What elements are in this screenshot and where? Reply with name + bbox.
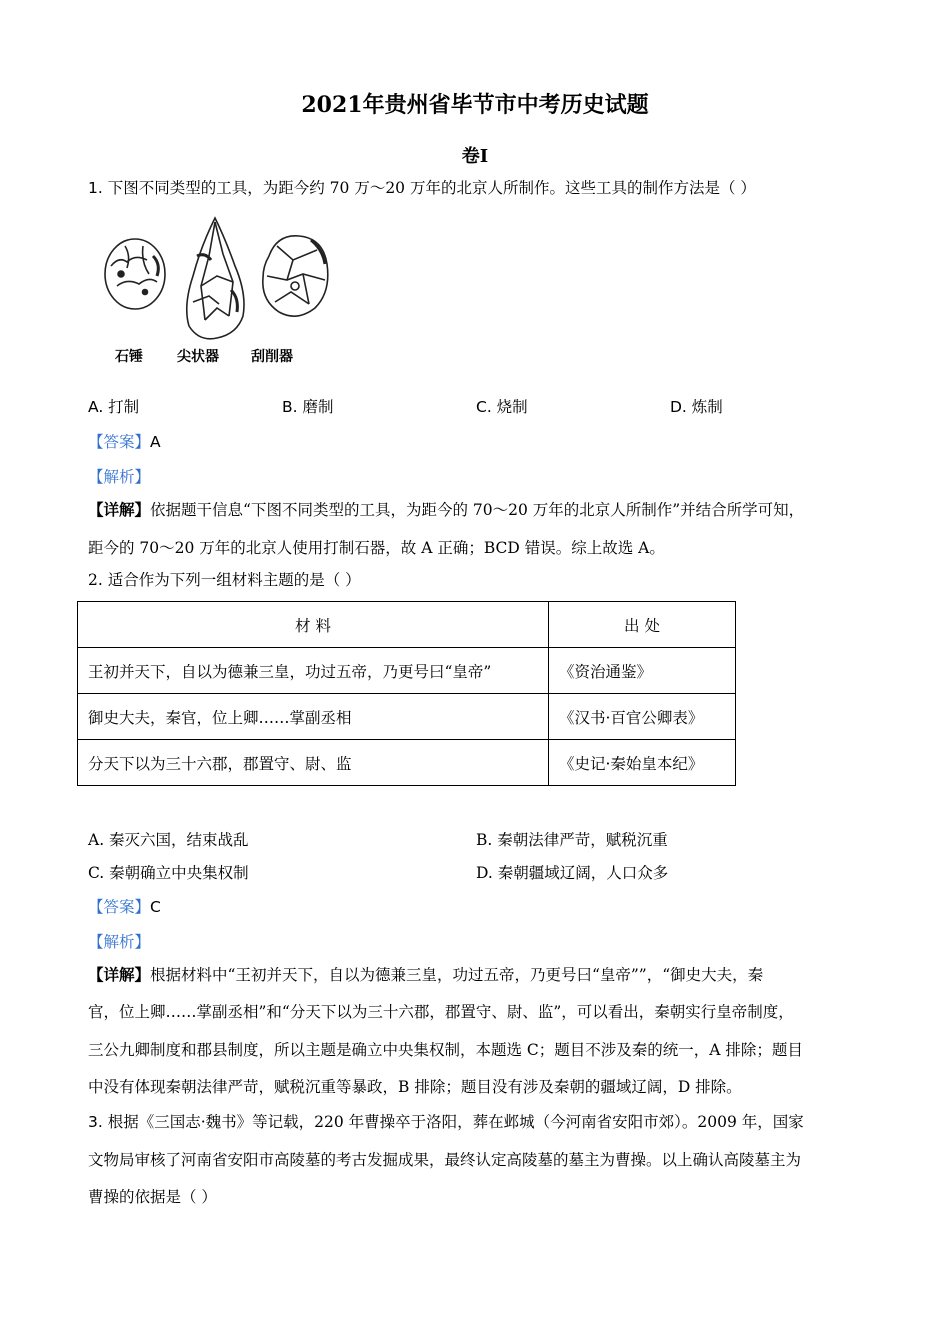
table-cell-material: 分天下以为三十六郡，郡置守、尉、监	[78, 740, 549, 786]
table-cell-source: 《汉书·百官公卿表》	[549, 694, 736, 740]
table-cell-material: 御史大夫，秦官，位上卿……掌副丞相	[78, 694, 549, 740]
answer-tag: 【答案】	[88, 898, 151, 916]
question-2-text: 适合作为下列一组材料主题的是（ ）	[107, 571, 361, 589]
question-2-option-a[interactable]: A. 秦灭六国，结束战乱	[88, 831, 249, 849]
question-1-stem	[88, 178, 756, 198]
question-3-line-3: 曹操的依据是（ ）	[88, 1188, 217, 1206]
question-2-detail-line-2: 官，位上卿……掌副丞相”和“分天下以为三十六郡，郡置守、尉、监”，可以看出，秦朝实行皇帝制度，	[88, 1003, 794, 1021]
question-1-detail-line-2: 距今的 70～20 万年的北京人使用打制石器，故 A 正确；BCD 错误。综上故选 A。	[88, 539, 665, 557]
question-2-detail-line-1	[88, 965, 763, 985]
table-row	[78, 694, 736, 740]
question-1-option-b[interactable]: B. 磨制	[282, 398, 334, 416]
question-1-option-a[interactable]: A. 打制	[88, 398, 140, 416]
source-material-table	[77, 601, 736, 786]
scraper-drawing	[263, 236, 328, 316]
question-2-option-d[interactable]: D. 秦朝疆域辽阔，人口众多	[476, 864, 669, 882]
table-row	[78, 740, 736, 786]
table-cell-source: 《史记·秦始皇本纪》	[549, 740, 736, 786]
detail-text: 依据题干信息“下图不同类型的工具，为距今的 70～20 万年的北京人所制作”并结合所学可知，	[150, 501, 805, 519]
table-cell-material: 王初并天下，自以为德兼三皇，功过五帝，乃更号曰“皇帝”	[78, 648, 549, 694]
question-2-stem	[88, 570, 361, 590]
answer-tag: 【答案】	[88, 433, 151, 451]
question-1-option-d[interactable]: D. 炼制	[670, 398, 723, 416]
section-title: 卷Ⅰ	[461, 146, 489, 167]
table-row	[78, 648, 736, 694]
question-3-text: 根据《三国志·魏书》等记载，220 年曹操卒于洛阳，葬在邺城（今河南省安阳市郊）。2009 年，国家	[107, 1113, 804, 1131]
question-2-number: 2.	[88, 571, 103, 589]
question-2-detail-line-4: 中没有体现秦朝法律严苛，赋税沉重等暴政，B 排除；题目没有涉及秦朝的疆域辽阔，D 排除。	[88, 1078, 742, 1096]
pointed-tool-label: 尖状器	[177, 349, 219, 365]
question-2-answer	[88, 897, 161, 917]
question-3-line-2: 文物局审核了河南省安阳市高陵墓的考古发掘成果，最终认定高陵墓的墓主为曹操。以上确认高陵墓主为	[88, 1151, 802, 1169]
detail-text: 根据材料中“王初并天下，自以为德兼三皇，功过五帝，乃更号曰“皇帝””，“御史大夫，秦	[150, 966, 764, 984]
detail-tag: 【详解】	[88, 965, 151, 984]
question-1-detail-line-1	[88, 500, 804, 520]
question-2-analysis-tag: 【解析】	[88, 933, 151, 951]
stone-tools-figure	[97, 216, 333, 376]
table-header-material: 材 料	[78, 602, 549, 648]
pointed-tool-drawing	[187, 218, 244, 339]
question-3-number: 3.	[88, 1113, 103, 1131]
table-header-source: 出 处	[549, 602, 736, 648]
answer-value: A	[150, 433, 161, 451]
question-1-option-c[interactable]: C. 烧制	[476, 398, 528, 416]
question-1-number: 1.	[88, 179, 103, 197]
scraper-label: 刮削器	[251, 349, 293, 365]
answer-value: C	[150, 898, 161, 916]
question-1-answer	[88, 432, 161, 452]
stone-hammer-drawing	[105, 239, 165, 309]
question-3-line-1	[88, 1112, 804, 1132]
table-header-row	[78, 602, 736, 648]
stone-hammer-label: 石锤	[115, 349, 143, 365]
question-1-analysis-tag: 【解析】	[88, 468, 151, 486]
page-title: 2021年贵州省毕节市中考历史试题	[301, 92, 649, 118]
detail-tag: 【详解】	[88, 500, 151, 519]
question-2-detail-line-3: 三公九卿制度和郡县制度，所以主题是确立中央集权制，本题选 C；题目不涉及秦的统一，A 排除；题目	[88, 1041, 803, 1059]
question-2-option-c[interactable]: C. 秦朝确立中央集权制	[88, 864, 249, 882]
table-cell-source: 《资治通鉴》	[549, 648, 736, 694]
question-1-text: 下图不同类型的工具，为距今约 70 万～20 万年的北京人所制作。这些工具的制作方法是（ ）	[107, 179, 756, 197]
stone-tools-drawing	[97, 216, 333, 376]
question-2-option-b[interactable]: B. 秦朝法律严苛，赋税沉重	[476, 831, 668, 849]
